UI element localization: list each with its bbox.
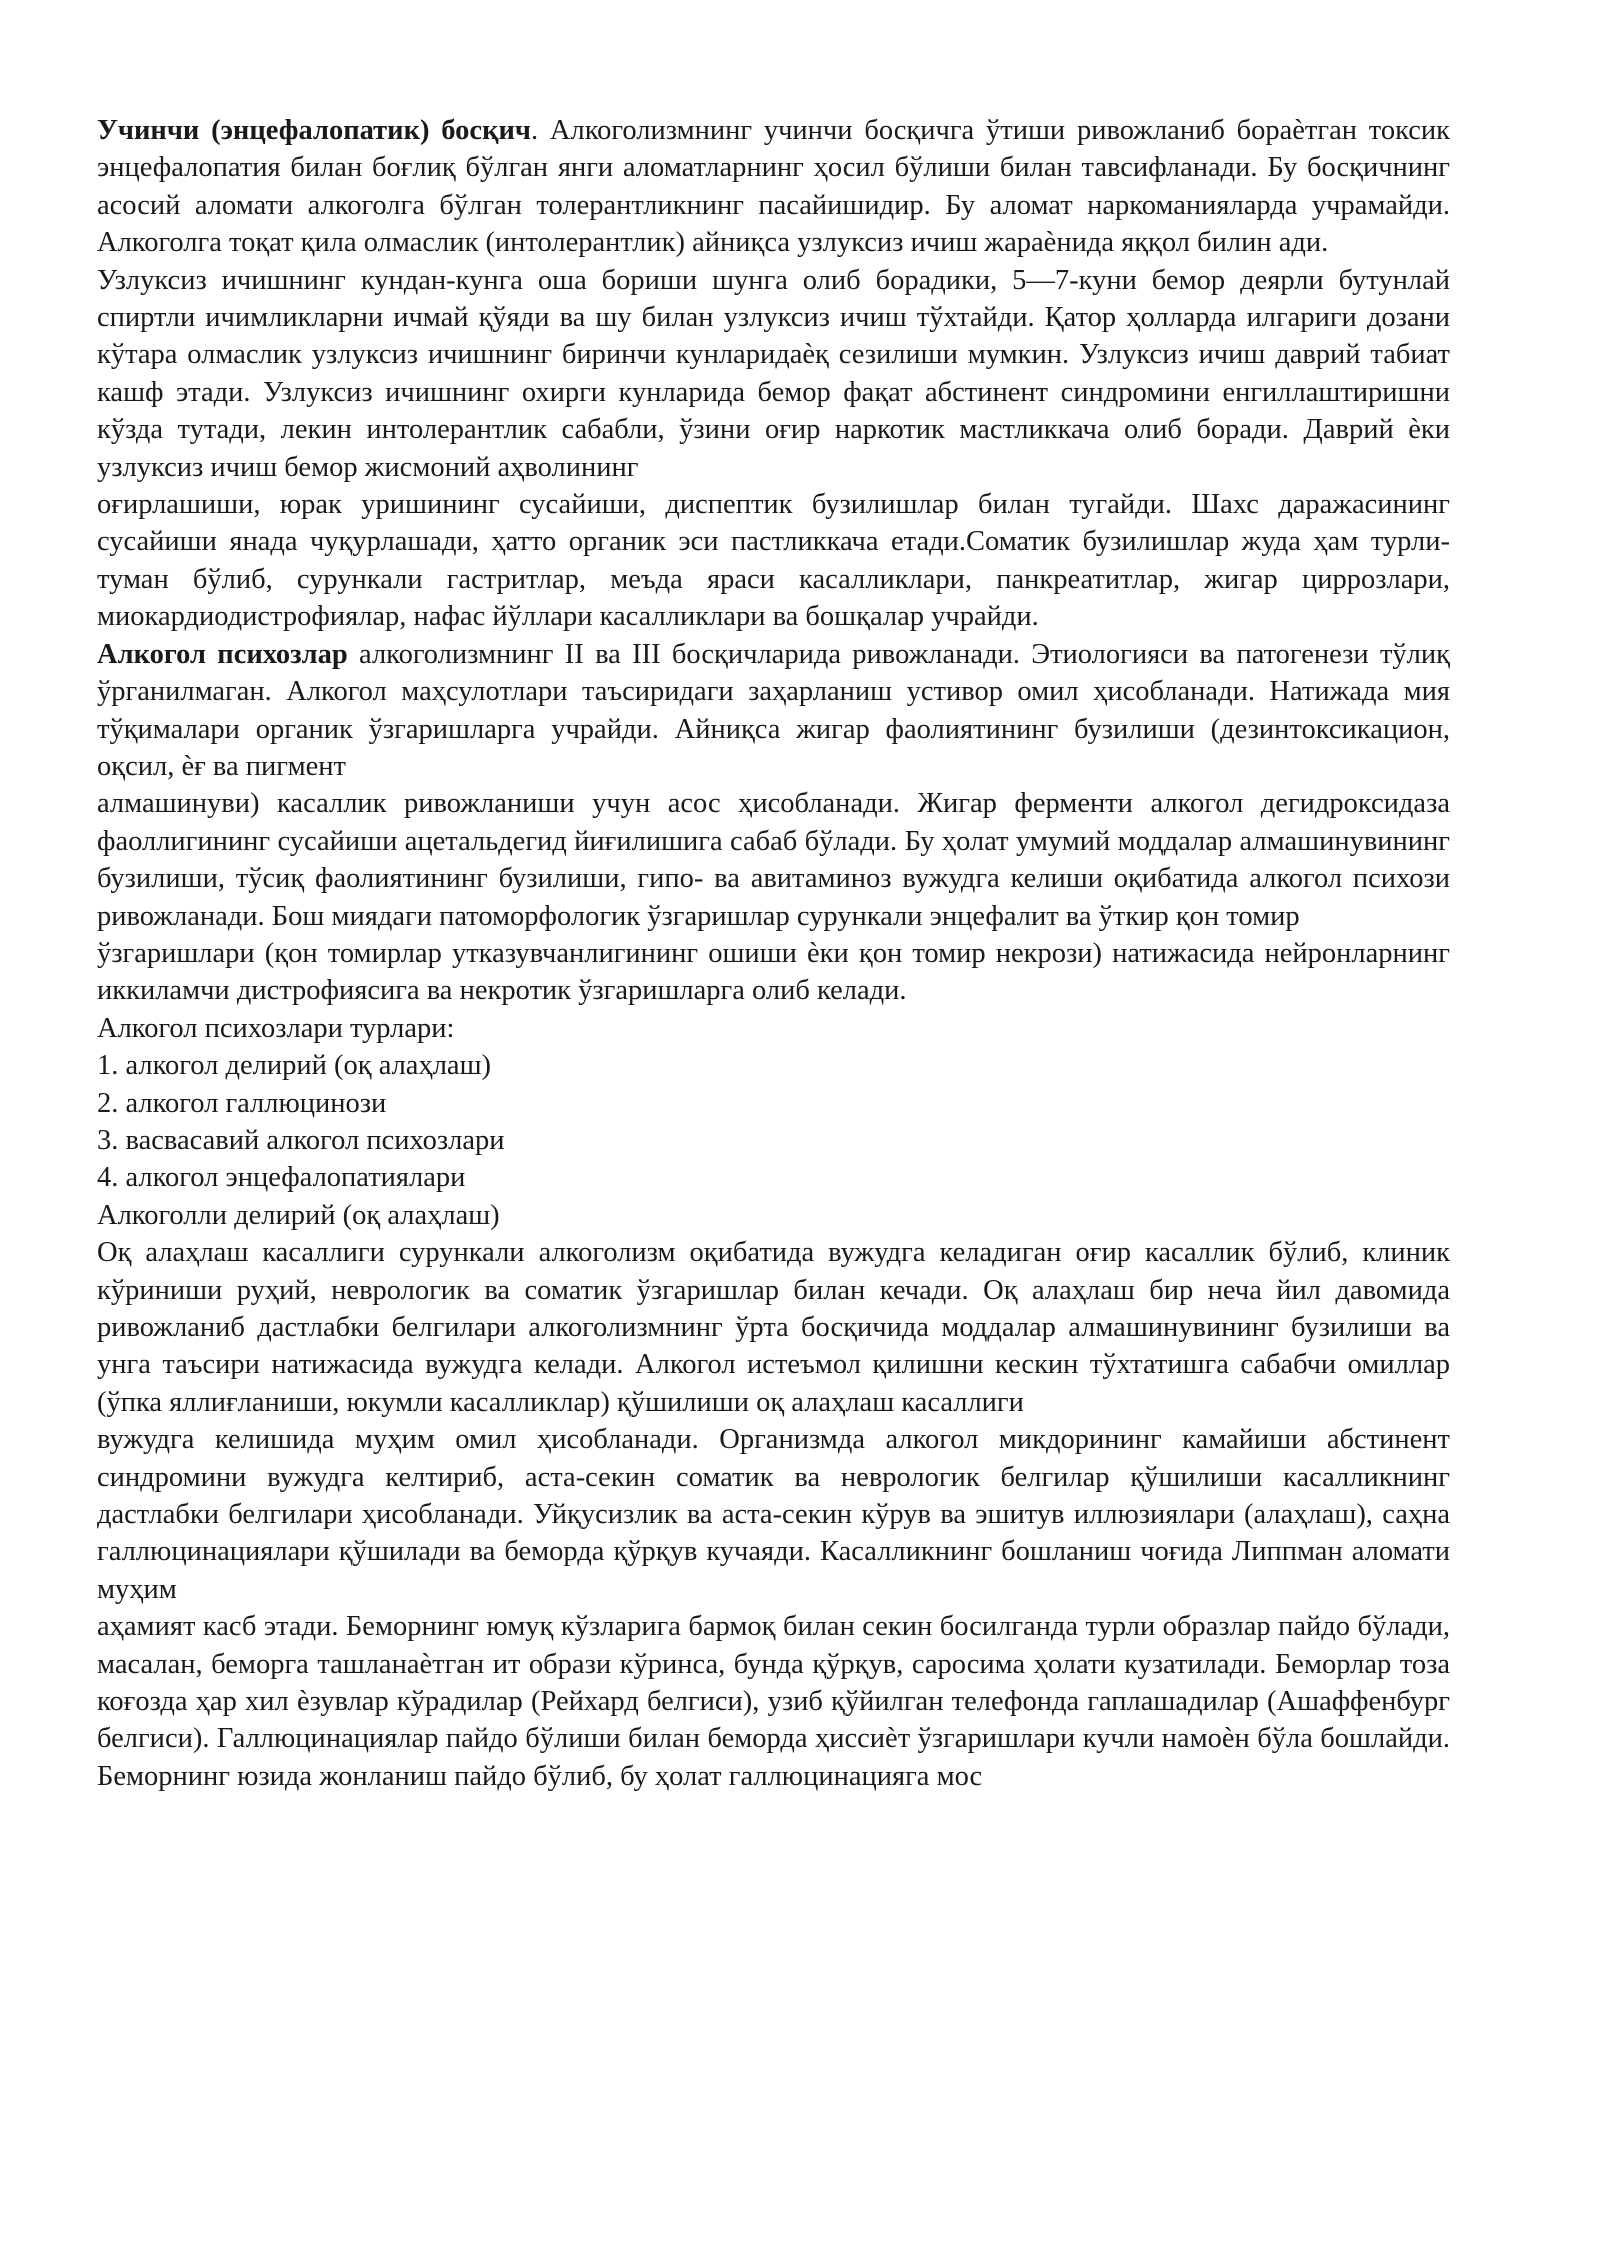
psychoses-types-list (97, 1047, 1450, 1197)
paragraph: оғирлашиши, юрак уришининг сусайиши, диспептик бузилишлар билан тугайди. Шахс даражасининг сусайиши янада чуқурлашади, ҳатто органик эси пастликкача етади.Соматик бузилишлар жуда ҳам турли-туман бўлиб, сурункали гастритлар, меъда яраси касалликлари, панкреатитлар, жигар циррозлари, миокардиодистрофиялар, нафас йўллари касалликлари ва бошқалар учрайди. (97, 489, 1450, 633)
list-item: 2. алкогол галлюцинози (97, 1087, 387, 1119)
list-item: 1. алкогол делирий (оқ алаҳлаш) (97, 1050, 492, 1082)
section-title-delirium: Алкоголли делирий (оқ алаҳлаш) (97, 1199, 500, 1231)
paragraph-text: . Алкоголизмнинг учинчи босқичга ўтиши ривожланиб бораѐтган токсик энцефалопатия билан боғлиқ бўлган янги аломатларнинг ҳосил бўлиши билан тавсифланади. Бу босқичнинг асосий аломати алкоголга бўлган толерантликнинг пасайишидир. Бу аломат наркоманияларда учрамайди. Алкоголга тоқат қила олмаслик (интолерантлик) айниқса узлуксиз ичиш жараѐнида яққол билин ади. (97, 115, 1450, 259)
paragraph: алмашинуви) касаллик ривожланиши учун асос ҳисобланади. Жигар ферменти алкогол дегидроксидаза фаоллигининг сусайиши ацетальдегид йиғилишига сабаб бўлади. Бу ҳолат умумий моддалар алмашинувининг бузилиши, тўсиқ фаолиятининг бузилиши, гипо- ва авитаминоз вужудга келиши оқибатида алкогол психози ривожланади. Бош миядаги патоморфологик ўзгаришлар сурункали энцефалит ва ўткир қон томир (97, 788, 1450, 932)
paragraph-alcohol-psychoses (97, 636, 1450, 786)
paragraph-stage-three (97, 112, 1450, 262)
paragraph: Узлуксиз ичишнинг кундан-кунга оша бориши шунга олиб борадики, 5—7-куни бемор деярли бутунлай спиртли ичимликларни ичмай қўяди ва шу билан узлуксиз ичиш тўхтайди. Қатор ҳолларда илгариги дозани кўтара олмаслик узлуксиз ичишнинг биринчи кунларидаѐқ сезилиши мумкин. Узлуксиз ичиш даврий табиат кашф этади. Узлуксиз ичишнинг охирги кунларида бемор фақат абстинент синдромини енгиллаштиришни кўзда тутади, лекин интолерантлик сабабли, ўзини оғир наркотик мастликкача олиб боради. Даврий ѐки узлуксиз ичиш бемор жисмоний аҳволининг (97, 264, 1450, 483)
paragraph: вужудга келишида муҳим омил ҳисобланади. Организмда алкогол микдорининг камайиши абстинент синдромини вужудга келтириб, аста-секин соматик ва неврологик белгилар қўшилиши касалликнинг дастлабки белгилари ҳисобланади. Уйқусизлик ва аста-секин кўрув ва эшитув иллюзиялари (алаҳлаш), саҳна галлюцинациялари қўшилади ва беморда қўрқув кучаяди. Касалликнинг бошланиш чоғида Липпман аломати муҳим (97, 1424, 1450, 1605)
list-item: 4. алкогол энцефалопатиялари (97, 1162, 466, 1194)
list-title: Алкогол психозлари турлари: (97, 1012, 455, 1044)
paragraph: Оқ алаҳлаш касаллиги сурункали алкоголизм оқибатида вужудга келадиган оғир касаллик бўлиб, клиник кўриниши руҳий, неврологик ва соматик ўзгаришлар билан кечади. Оқ алаҳлаш бир неча йил давомида ривожланиб дастлабки белгилари алкоголизмнинг ўрта босқичида моддалар алмашинувининг бузилиши ва унга таъсири натижасида вужудга келади. Алкогол истеъмол қилишни кескин тўхтатишга сабабчи омиллар (ўпка яллиғланиши, юкумли касалликлар) қўшилиши оқ алаҳлаш касаллиги (97, 1237, 1450, 1418)
paragraph: аҳамият касб этади. Беморнинг юмуқ кўзларига бармоқ билан секин босилганда турли образлар пайдо бўлади, масалан, беморга ташланаѐтган ит образи кўринса, бунда қўрқув, саросима ҳолати кузатилади. Беморлар тоза коғозда ҳар хил ѐзувлар кўрадилар (Рейхард белгиси), узиб қўйилган телефонда гаплашадилар (Ашаффенбург белгиси). Галлюцинациялар пайдо бўлиши билан беморда ҳиссиѐт ўзгаришлари кучли намоѐн бўла бошлайди. Беморнинг юзида жонланиш пайдо бўлиб, бу ҳолат галлюцинацияга мос (97, 1611, 1450, 1792)
paragraph: ўзгаришлари (қон томирлар утказувчанлигининг ошиши ѐки қон томир некрози) натижасида нейронларнинг иккиламчи дистрофиясига ва некротик ўзгаришларга олиб келади. (97, 937, 1450, 1007)
list-item: 3. васвасавий алкогол психозлари (97, 1124, 505, 1156)
heading-alcohol-psychoses: Алкогол психозлар (97, 638, 348, 670)
heading-stage-three: Учинчи (энцефалопатик) босқич (97, 115, 531, 146)
paragraph-text: алкоголизмнинг II ва III босқичларида ривожланади. Этиологияси ва патогенези тўлиқ ўрганилмаган. Алкогол маҳсулотлари таъсиридаги заҳарланиш устивор омил ҳисобланади. Натижада мия тўқималари органик ўзгаришларга учрайди. Айниқса жигар фаолиятининг бузилиши (дезинтоксикацион, оқсил, ѐғ ва пигмент (97, 638, 1450, 782)
